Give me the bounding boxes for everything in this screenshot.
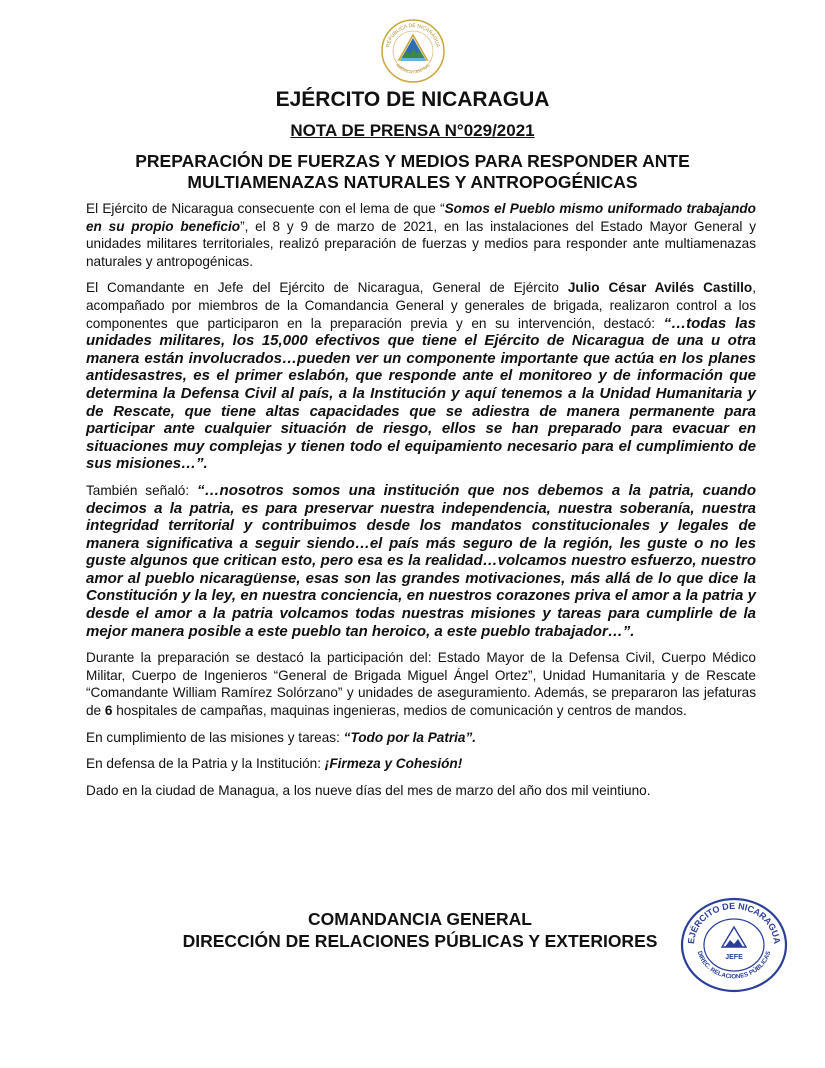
headline-line-1: PREPARACIÓN DE FUERZAS Y MEDIOS PARA RESPONDER ANTE [135, 151, 690, 171]
p3-text-a: También señaló: [86, 482, 198, 498]
headline-line-2: MULTIAMENAZAS NATURALES Y ANTROPOGÉNICAS [187, 172, 638, 192]
press-note-number [0, 121, 825, 141]
paragraph-3 [86, 482, 756, 640]
p2-text-a: El Comandante en Jefe del Ejército de Nicaragua, General de Ejército [86, 280, 568, 296]
signature-line-1: COMANDANCIA GENERAL [308, 909, 532, 929]
paragraph-4 [86, 649, 756, 719]
commander-quote-2: “…nosotros somos una institución que nos debemos a la patria, cuando decimos a la patria, es para preservar nuestra independencia, nuestra soberanía, nuestra integridad territorial y contribuimos desde los mandatos constitucionales y legales de manera significativa a seguir siendo…el país más seguro de la región, les guste o no les guste algunos que critican esto, pero esa es la realidad…volcamos nuestro esfuerzo, nuestro amor al pueblo nicaragüense, esas son las grandes motivaciones, más allá de lo que dice la Constitución y la ley, en nuestra conciencia, en nuestros corazones priva el amor a la patria y desde el amor a la patria volcamos todas nuestras misiones y tareas para cumplirle de la mejor manera posible a este pueblo tan heroico, a este pueblo trabajador…”. [86, 481, 756, 640]
p4-text-b: hospitales de campañas, maquinas ingenieras, medios de comunicación y centros de mandos. [112, 703, 687, 719]
headline [60, 151, 765, 193]
signature-line-2: DIRECCIÓN DE RELACIONES PÚBLICAS Y EXTERIORES [182, 931, 658, 951]
p2-text-b: , acompañado por miembros de la Comandancia General y generales de brigada, realizaron control a los componentes que participaron en la preparación previa y en su intervención, destacó: [86, 280, 756, 331]
slogan-firmeza: ¡Firmeza y Cohesión! [324, 756, 463, 772]
commander-name: Julio César Avilés Castillo [567, 280, 753, 296]
press-body [86, 200, 756, 808]
p6-text-a: En defensa de la Patria y la Institución: [86, 756, 325, 772]
p5-text-a: En cumplimiento de las misiones y tareas: [86, 729, 344, 745]
commander-quote-1: “…todas las unidades militares, los 15,000 efectivos que tiene el Ejército de Nicaragua de una u otra manera están involucrados…pueden ver un componente importante que actúa en los planes antidesastres, es el primer eslabón, que responde ante el monitoreo y de información que determina la Defensa Civil al país, a la Institución y aquí tenemos a la Unidad Humanitaria y de Rescate, que tiene altas capacidades que se adiestra de manera permanente para participar ante cualquier situación de riesgo, ellos se han preparado para evacuar en situaciones muy complejas y tienen todo el equipamiento necesario para el cumplimiento de sus misiones…”. [86, 314, 756, 473]
seal-top-text: REPÚBLICA DE NICARAGUA [385, 22, 441, 48]
stamp-top-text: EJÉRCITO DE NICARAGUA [685, 900, 783, 945]
seal-bottom-text: AMÉRICA CENTRAL [394, 62, 432, 75]
stamp-center-text: JEFE [725, 954, 743, 961]
coat-of-arms-icon [380, 18, 446, 84]
signature-block [100, 908, 740, 952]
motto-quote: Somos el Pueblo mismo uniformado trabajando en su propio beneficio [86, 201, 756, 234]
p1-text-a: El Ejército de Nicaragua consecuente con el lema de que “ [86, 201, 445, 216]
paragraph-7 [86, 782, 756, 800]
closing-date-text: Dado en la ciudad de Managua, a los nueve días del mes de marzo del año dos mil veintiuno. [86, 782, 651, 798]
organization-title: EJÉRCITO DE NICARAGUA [275, 88, 550, 111]
svg-text:AMÉRICA CENTRAL [395, 62, 432, 75]
hospital-count: 6 [104, 703, 113, 719]
paragraph-1 [86, 200, 756, 270]
paragraph-5 [86, 729, 756, 747]
svg-text:EJÉRCITO DE NICARAGUA [686, 901, 782, 945]
official-stamp-icon [678, 895, 790, 995]
slogan-patria: “Todo por la Patria”. [343, 729, 477, 745]
paragraph-2 [86, 279, 756, 473]
paragraph-6 [86, 755, 756, 773]
press-note-text: NOTA DE PRENSA N°029/2021 [290, 121, 535, 140]
stamp-bottom-text: DIREC. RELACIONES PÚBLICAS [695, 950, 773, 981]
p4-text-a: Durante la preparación se destacó la participación del: Estado Mayor de la Defensa Civil, Cuerpo Médico Militar, Cuerpo de Ingenieros “General de Brigada Miguel Ángel Ortez”, Unidad Humanitaria y de Rescate “Comandante William Ramírez Solórzano” y unidades de aseguramiento. Además, se prepararon las jefaturas de [86, 650, 756, 719]
p1-text-b: ”, el 8 y 9 de marzo de 2021, en las instalaciones del Estado Mayor General y unidades militares territoriales, realizó preparación de fuerzas y medios para responder ante multiamenazas naturales y antropogénicas. [86, 218, 757, 269]
